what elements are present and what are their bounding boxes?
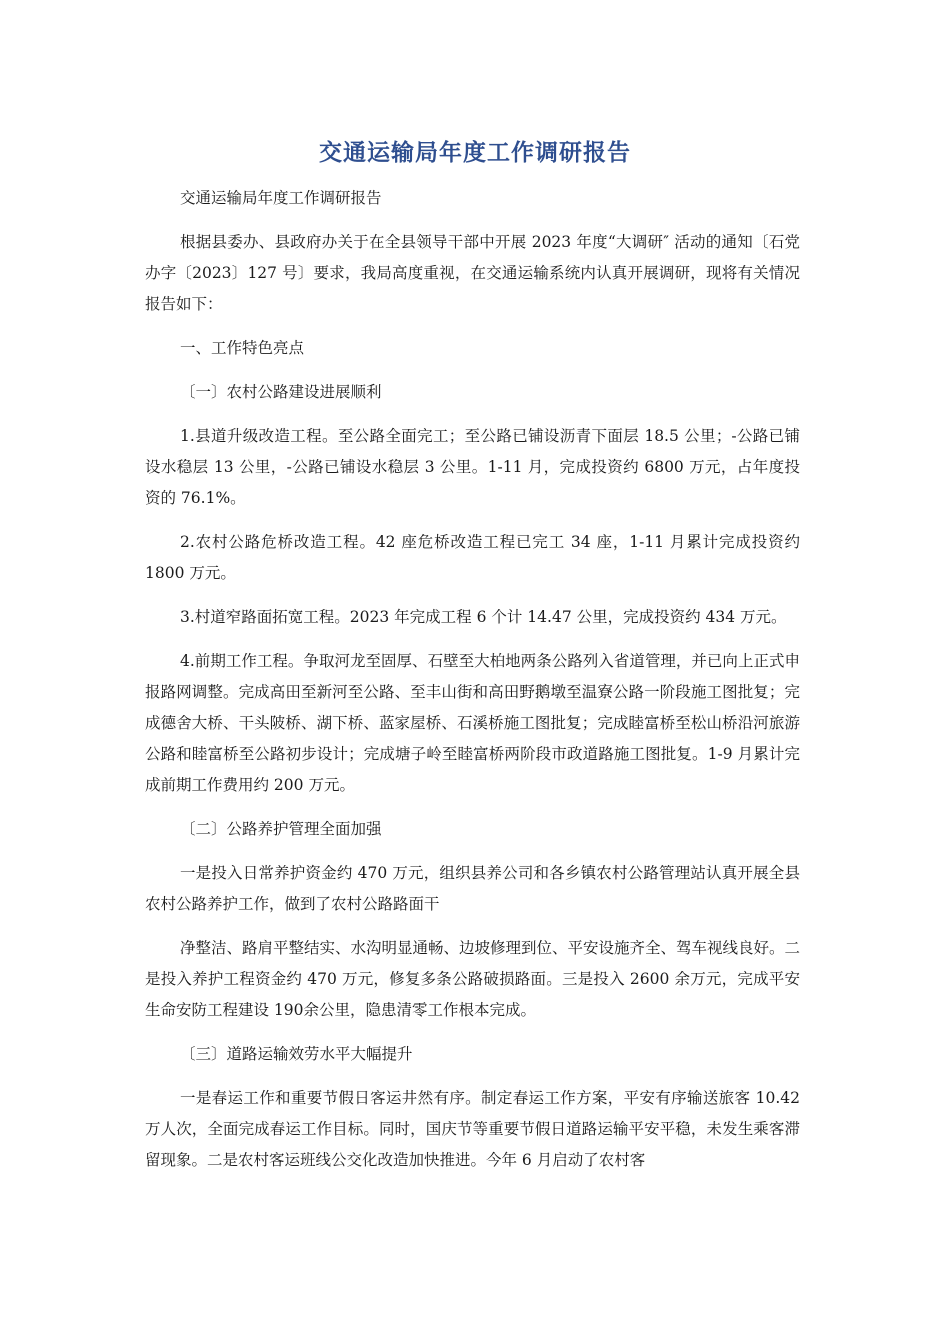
- paragraph-intro: 根据县委办、县政府办关于在全县领导干部中开展 2023 年度“大调研″ 活动的通知〔石党办字〔2023〕127 号〕要求，我局高度重视，在交通运输系统内认真开展调研，现将有关情况报告如下：: [145, 233, 800, 313]
- heading-section-1: 一、工作特色亮点: [180, 339, 305, 357]
- paragraph-item-2: 2.农村公路危桥改造工程。42 座危桥改造工程已完工 34 座，1-11 月累计完成投资约 1800 万元。: [145, 533, 800, 582]
- paragraph-subtitle: 交通运输局年度工作调研报告: [180, 189, 382, 207]
- paragraph-item-1: 1.县道升级改造工程。至公路全面完工；至公路已铺设沥青下面层 18.5 公里；-公路已铺设水稳层 13 公里，-公路已铺设水稳层 3 公里。1-11 月，完成投资约 6800 万元，占年度投资的 76.1%。: [145, 427, 800, 507]
- paragraph-transport-1: 一是春运工作和重要节假日客运井然有序。制定春运工作方案，平安有序输送旅客 10.42 万人次，全面完成春运工作目标。同时，国庆节等重要节假日道路运输平安平稳，未发生乘客滞留现象。二是农村客运班线公交化改造加快推进。今年 6 月启动了农村客: [145, 1089, 800, 1169]
- document-title: 交通运输局年度工作调研报告: [319, 140, 631, 166]
- paragraph-maintenance-1: 一是投入日常养护资金约 470 万元，组织县养公司和各乡镇农村公路管理站认真开展全县农村公路养护工作，做到了农村公路路面干: [145, 864, 800, 913]
- heading-subsection-2: 〔二〕公路养护管理全面加强: [180, 820, 382, 838]
- heading-subsection-3: 〔三〕道路运输效劳水平大幅提升: [180, 1045, 413, 1063]
- paragraph-maintenance-2: 净整洁、路肩平整结实、水沟明显通畅、边坡修理到位、平安设施齐全、驾车视线良好。二是投入养护工程资金约 470 万元，修复多条公路破损路面。三是投入 2600 余万元，完成平安生命安防工程建设 190余公里，隐患清零工作根本完成。: [145, 939, 801, 1019]
- paragraph-item-3: 3.村道窄路面拓宽工程。2023 年完成工程 6 个计 14.47 公里，完成投资约 434 万元。: [180, 608, 787, 626]
- paragraph-item-4: 4.前期工作工程。争取河龙至固厚、石壁至大柏地两条公路列入省道管理，并已向上正式申报路网调整。完成高田至新河至公路、至丰山街和高田野鹅墩至温寮公路一阶段施工图批复；完成德舍大桥、干头陂桥、湖下桥、蓝家屋桥、石溪桥施工图批复；完成睦富桥至松山桥沿河旅游公路和睦富桥至公路初步设计；完成塘子岭至睦富桥两阶段市政道路施工图批复。1-9 月累计完成前期工作费用约 200 万元。: [145, 652, 800, 794]
- heading-subsection-1: 〔一〕农村公路建设进展顺利: [180, 383, 382, 401]
- document-body: [145, 183, 800, 1189]
